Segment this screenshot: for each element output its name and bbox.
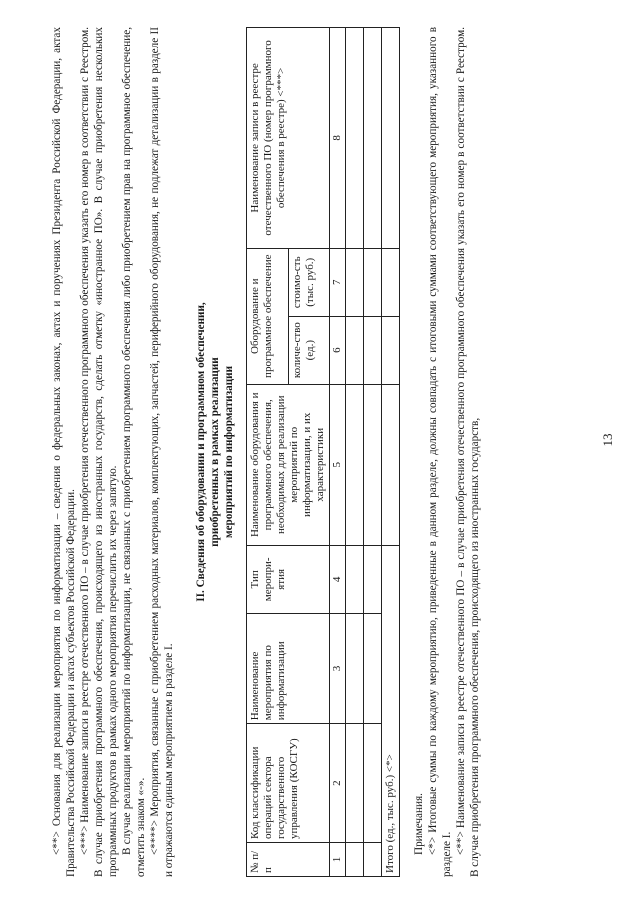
column-number: 5: [330, 384, 346, 545]
header-equipment-name: Наименование оборудования и программного обеспечения, необходимых для реализации мероприятий по информатизации, и их характеристики: [247, 384, 330, 545]
table-cell: [346, 545, 364, 613]
footnote-paragraph-consumables: <****> Мероприятия, связанные с приобретением расходных материалов, комплектующих, запчастей, периферийного оборудования, не подлежат детализации в разделе II и отражаются единым мероприятием в разделе I.: [149, 27, 175, 877]
table-cell: [364, 613, 382, 723]
table-cell: [364, 248, 382, 316]
notes-section: [412, 27, 482, 877]
header-event-name: Наименование мероприятия по информатизации: [247, 613, 330, 723]
footnote-paragraph-legal-basis: <**> Основания для реализации мероприятия по информатизации – сведения о федеральных законах, актах и поручениях Президента Российской Федерации, актах Правительства Российской Федерации и актах субъектов Российской Федерации.: [51, 27, 77, 877]
total-label: Итого (ед., тыс. руб.) <*>: [382, 545, 400, 876]
notes-title: Примечания.: [413, 793, 425, 855]
header-registry: Наименование записи в реестре отечественного ПО (номер программного обеспечения в реестре) <***>: [247, 28, 330, 249]
table-cell: [382, 384, 400, 545]
column-number: 8: [330, 28, 346, 249]
column-number: 2: [330, 724, 346, 843]
note-item: <**> Наименование записи в реестре отечественного ПО – в случае приобретения отечественного программного обеспечения указать его номер в соответствии с Реестром. В случае приобретения программного обеспечения, происходящего из иностранных государств,: [455, 27, 481, 877]
table-cell: [346, 316, 364, 384]
header-kosgu: Код классификации операций сектора государственного управления (КОСГУ): [247, 724, 330, 843]
table-cell: [346, 843, 364, 877]
header-num: № п/п: [247, 843, 330, 877]
section-title: [194, 27, 236, 877]
column-number: 6: [330, 316, 346, 384]
section-title-line: мероприятий по информатизации: [223, 365, 235, 539]
note-item: <*> Итоговые суммы по каждому мероприятию, приведенные в данном разделе, должны совпадать с итоговыми суммами соответствующего мероприятия, указанного в разделе I.: [427, 27, 453, 877]
header-equipment-group: Оборудование и программное обеспечение: [247, 248, 289, 384]
table-cell: [364, 384, 382, 545]
rotated-page-content: [50, 27, 590, 877]
header-cost: стоимо-сть (тыс. руб.): [288, 248, 330, 316]
table-cell: [346, 248, 364, 316]
table-cell: [364, 724, 382, 843]
column-number: 4: [330, 545, 346, 613]
table-cell: [364, 545, 382, 613]
table-cell: [382, 28, 400, 249]
table-cell: [364, 843, 382, 877]
table-cell: [364, 28, 382, 249]
table-row: [364, 28, 382, 877]
paragraph-no-software: В случае реализации мероприятий по информатизации, не связанных с приобретением программного обеспечения либо приобретением прав на программное обеспечение, отметить знаком «-».: [121, 27, 147, 877]
table-cell: [346, 724, 364, 843]
column-number: 1: [330, 843, 346, 877]
table-cell: [364, 316, 382, 384]
equipment-software-table: [246, 27, 400, 877]
table-cell: [346, 613, 364, 723]
table-cell: [382, 316, 400, 384]
table-cell: [346, 28, 364, 249]
table-row: [346, 28, 364, 877]
column-number: 7: [330, 248, 346, 316]
header-quantity: количе-ство (ед.): [288, 316, 330, 384]
table-header-row: [247, 28, 289, 877]
header-event-type: Тип меропри-ятия: [247, 545, 330, 613]
total-row: [382, 28, 400, 877]
table-cell: [382, 248, 400, 316]
column-number: 3: [330, 613, 346, 723]
footnote-paragraph-registry: <***> Наименование записи в реестре отечественного ПО – в случае приобретения отечественного программного обеспечения указать его номер в соответствии с Реестром. В случае приобретения программного обеспечения, происходящего из иностранных государств, сделать отметку «иностранное ПО». В случае приобретения нескольких программных продуктов в рамках одного мероприятия перечислить их через запятую.: [79, 27, 119, 877]
section-title-line: II. Сведения об оборудовании и программном обеспечении,: [195, 302, 207, 602]
section-title-line: приобретенных в рамках реализации: [209, 357, 221, 547]
page-number: 13: [600, 433, 615, 447]
table-cell: [346, 384, 364, 545]
column-number-row: [330, 28, 346, 877]
